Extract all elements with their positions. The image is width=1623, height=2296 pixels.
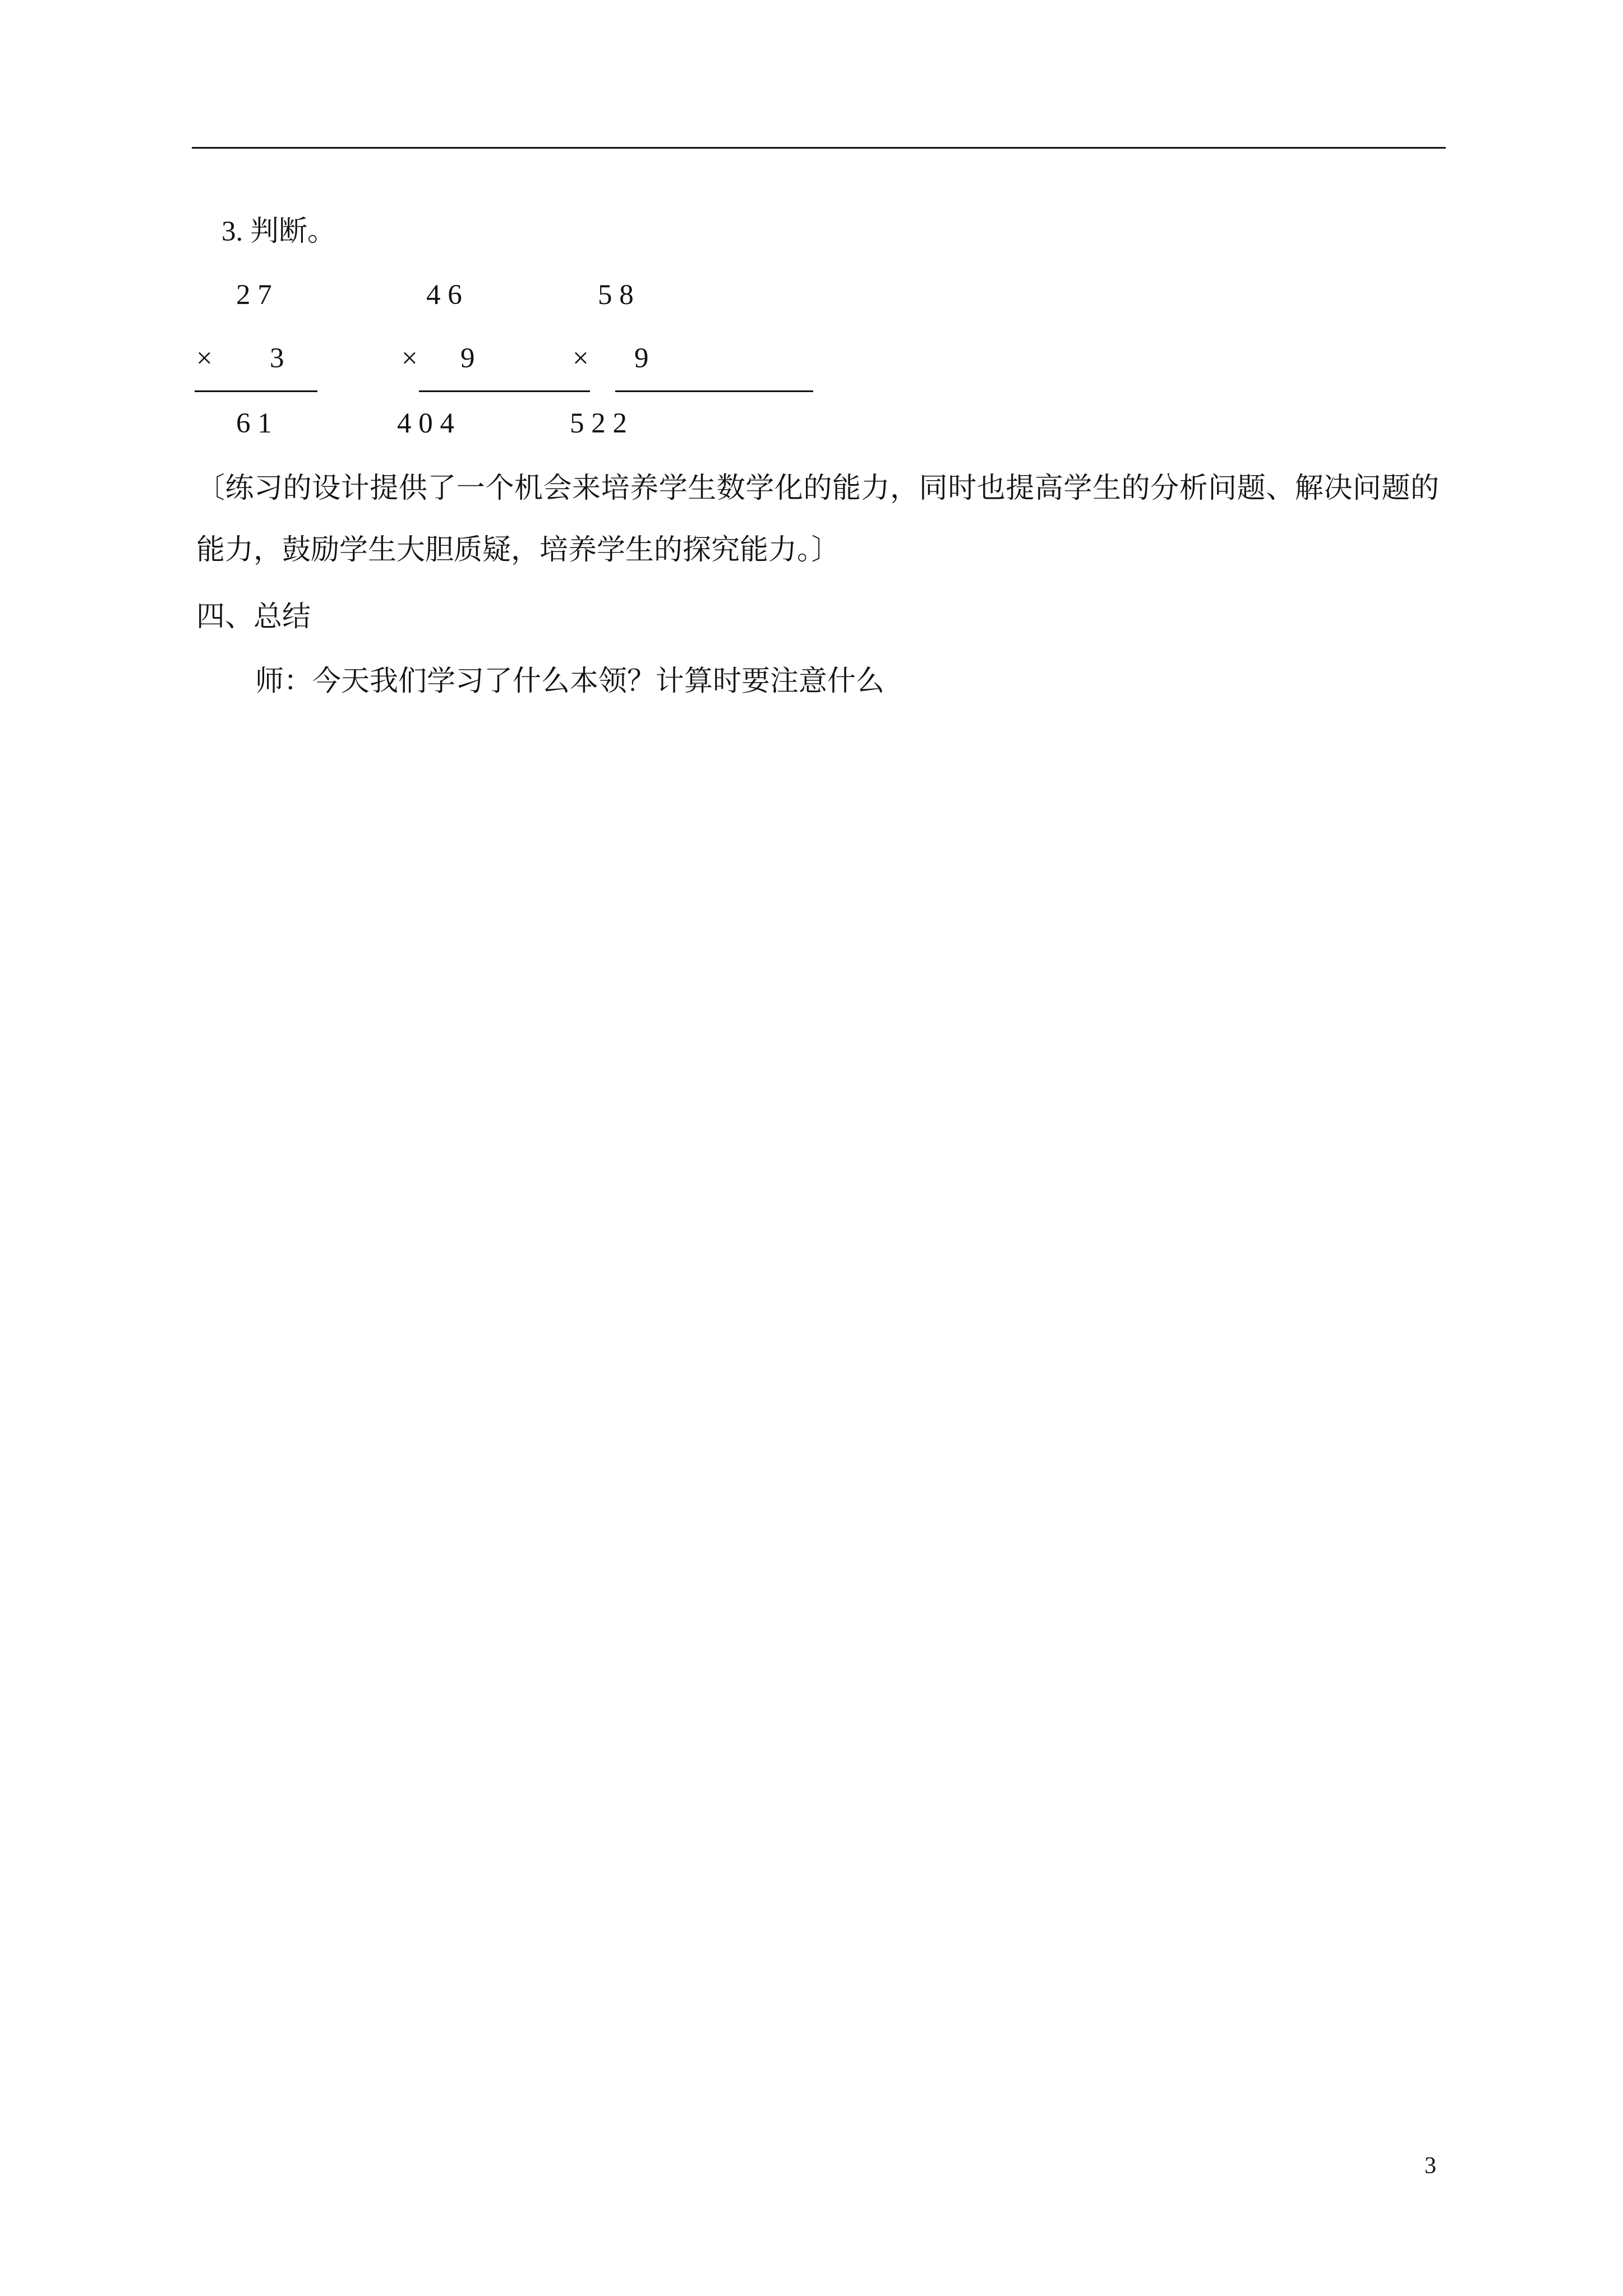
section-heading: 四、总结 [196,601,311,633]
header-rule [192,147,1446,149]
problem-2-multiplicand: 4 6 [426,279,462,311]
problem-2-answer: 4 0 4 [397,408,454,439]
exercise-title: 3. 判断。 [222,216,336,247]
problem-1-operator: × [196,343,213,374]
problem-2-operator: × [402,343,418,374]
problem-3-multiplier: 9 [634,343,649,374]
problem-2-multiplier: 9 [460,343,475,374]
teacher-question: 师：今天我们学习了什么本领？计算时要注意什么 [255,666,885,697]
problem-3-multiplicand: 5 8 [598,279,634,311]
problem-1-rule [195,390,317,392]
design-note-line-2: 能力，鼓励学生大胆质疑，培养学生的探究能力。〕 [196,535,840,566]
page-number: 3 [1424,2153,1436,2179]
problem-1-multiplier: 3 [270,343,284,374]
problem-1-answer: 6 1 [236,408,272,439]
design-note-line-1: 〔练习的设计提供了一个机会来培养学生数学化的能力，同时也提高学生的分析问题、解决问题的 [196,473,1439,504]
problem-3-operator: × [573,343,589,374]
problem-3-answer: 5 2 2 [570,408,627,439]
problem-2-rule [419,390,590,392]
problem-1-multiplicand: 2 7 [236,279,272,311]
problem-3-rule [615,390,813,392]
